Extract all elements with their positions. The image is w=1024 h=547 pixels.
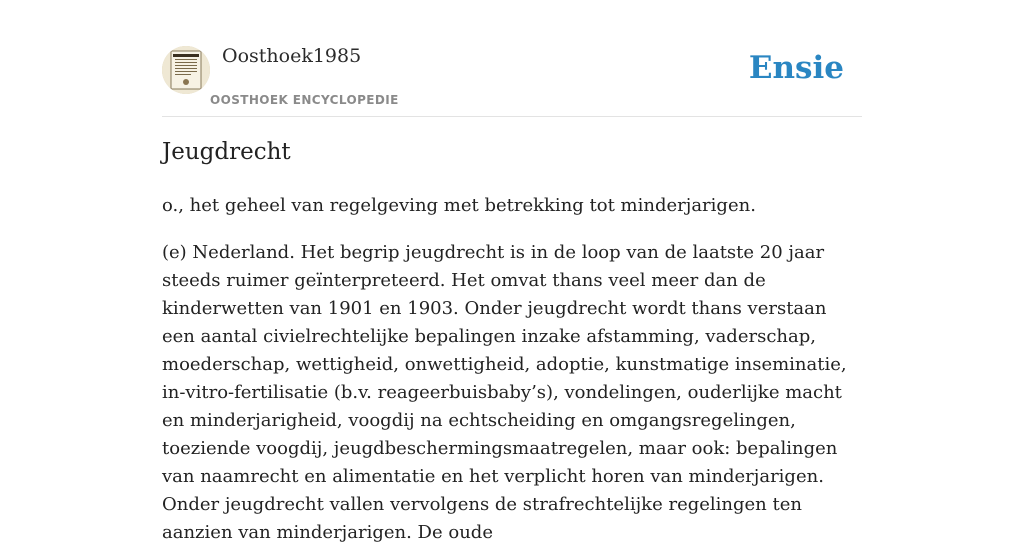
brand-logo[interactable]: Ensie bbox=[748, 50, 844, 86]
author-link[interactable]: Oosthoek1985 bbox=[222, 45, 362, 67]
avatar[interactable] bbox=[162, 46, 210, 94]
article-page bbox=[162, 0, 862, 543]
article-body: (e) Nederland. Het begrip jeugdrecht is in de loop van de laatste 20 jaar steeds ruimer geïnterpreteerd. Het omvat thans veel meer dan de kinderwetten van 1901 en 1903. Onder jeugdrecht wordt thans verstaan een aantal civielrechtelijke bepalingen inzake afstamming, vaderschap, moederschap, wettigheid, onwettigheid, adoptie, kunstmatige inseminatie, in-vitro-fertilisatie (b.v. reageerbuisbaby’s), vondelingen, ouderlijke macht en minderjarigheid, voogdij na echtscheiding en omgangsregelingen, toeziende voogdij, jeugdbeschermingsmaatregelen, maar ook: bepalingen van naamrecht en alimentatie en het verplicht horen van minderjarigen. Onder jeugdrecht vallen vervolgens de strafrechtelijke regelingen ten aanzien van minderjarigen. De oude bbox=[162, 242, 847, 543]
source-label: OOSTHOEK ENCYCLOPEDIE bbox=[210, 93, 399, 107]
article-header bbox=[162, 0, 862, 117]
definition-text: o., het geheel van regelgeving met betrekking tot minderjarigen. bbox=[162, 195, 756, 216]
book-cover-icon bbox=[162, 46, 210, 94]
page-title: Jeugdrecht bbox=[162, 139, 291, 165]
